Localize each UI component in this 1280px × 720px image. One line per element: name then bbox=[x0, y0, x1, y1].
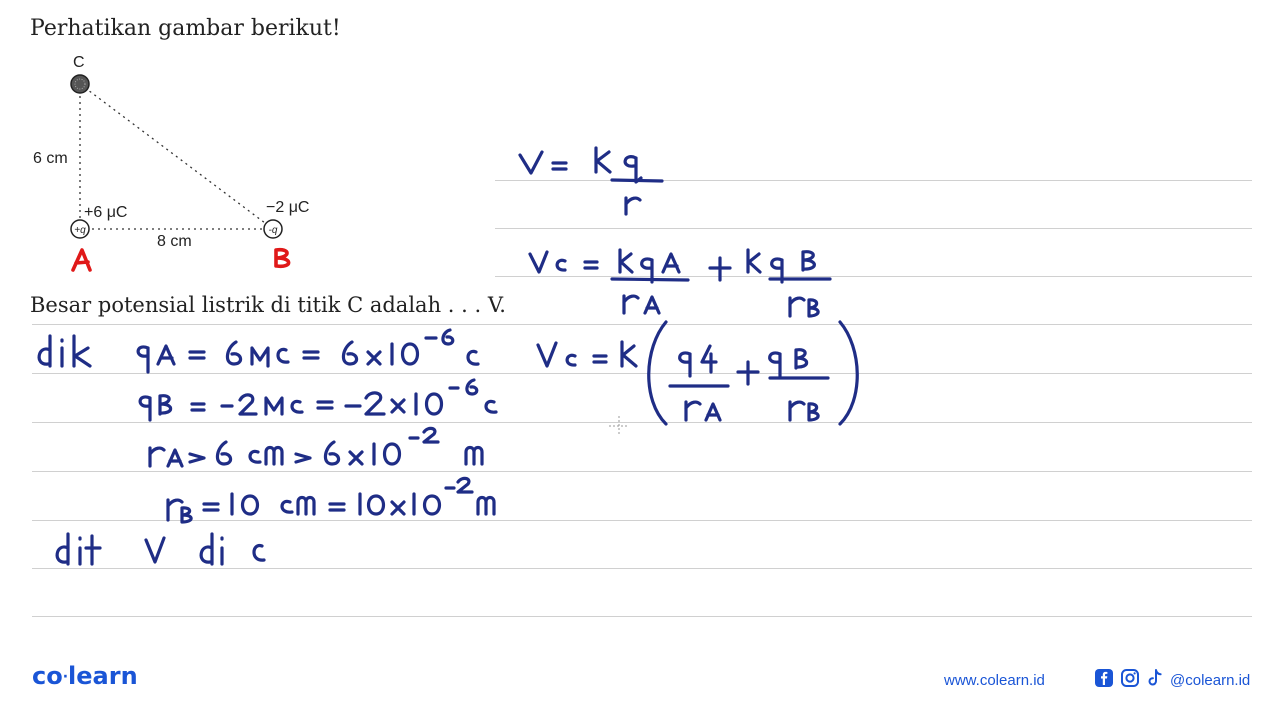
instagram-icon[interactable] bbox=[1120, 668, 1140, 688]
cursor-crosshair-icon bbox=[609, 416, 629, 436]
question-intro: Perhatikan gambar berikut! bbox=[30, 16, 341, 41]
label-side-horizontal: 8 cm bbox=[157, 233, 192, 250]
asked-value bbox=[57, 534, 264, 564]
tiktok-icon[interactable] bbox=[1145, 668, 1165, 688]
charge-a-value: +6 μC bbox=[84, 204, 128, 221]
charge-b-symbol: -q bbox=[268, 225, 278, 236]
known-values bbox=[39, 330, 496, 522]
social-handle[interactable]: @colearn.id bbox=[1170, 672, 1251, 689]
formula-vc-sum bbox=[530, 250, 830, 316]
label-c: C bbox=[73, 54, 85, 71]
charge-a-symbol: +q bbox=[74, 225, 86, 236]
charge-b-value: −2 μC bbox=[266, 199, 310, 216]
formula-vc-factored bbox=[538, 322, 857, 424]
formula-v-equals-kq-over-r bbox=[520, 148, 662, 214]
website-url[interactable]: www.colearn.id bbox=[944, 672, 1045, 689]
colearn-logo: co·learn bbox=[32, 662, 138, 690]
question-prompt: Besar potensial listrik di titik C adalah . . . V. bbox=[30, 293, 506, 317]
facebook-icon[interactable] bbox=[1094, 668, 1114, 688]
label-side-vertical: 6 cm bbox=[33, 150, 68, 167]
